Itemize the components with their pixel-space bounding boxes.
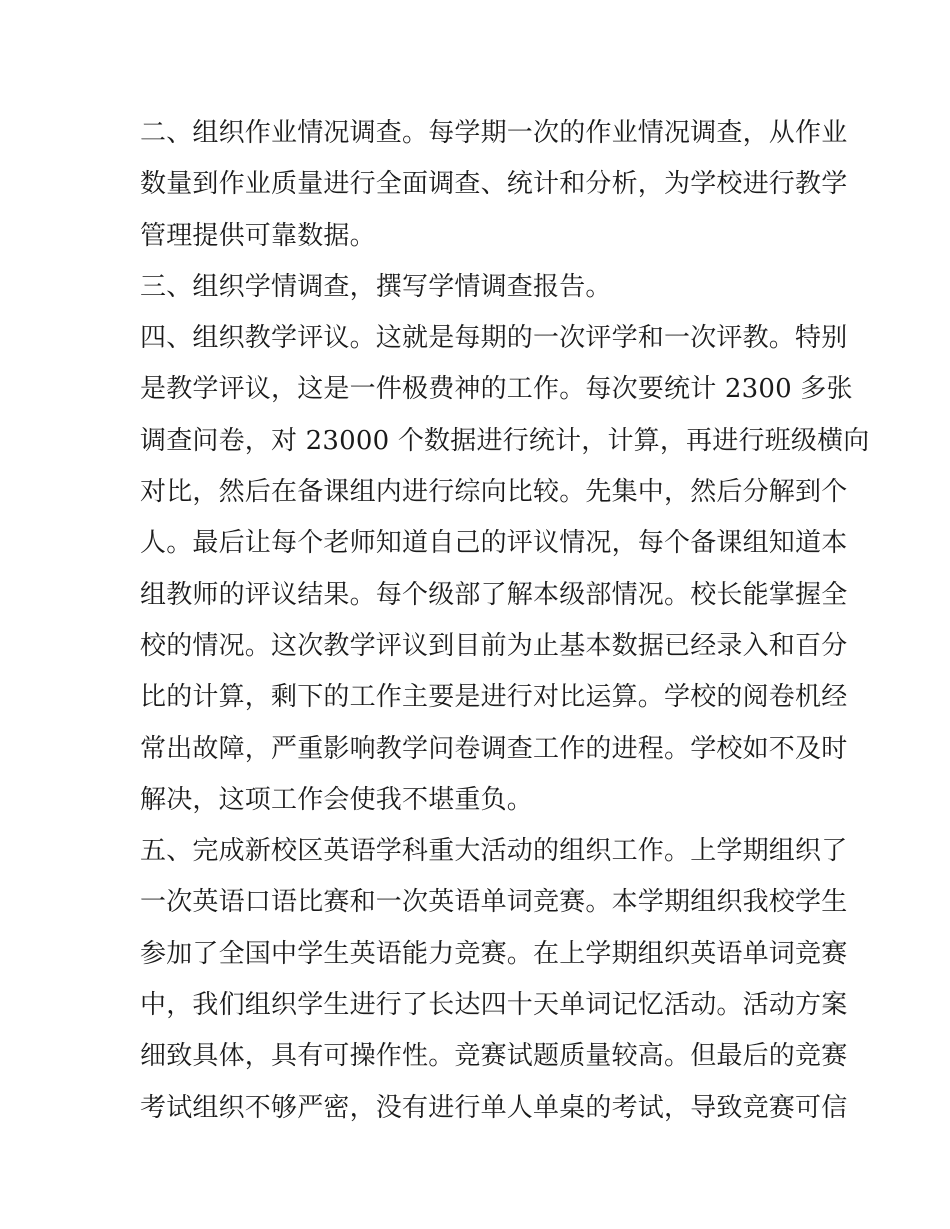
text-line-11: 校的情况。这次教学评议到目前为止基本数据已经录入和百分 — [140, 630, 848, 661]
text-line-17: 参加了全国中学生英语能力竞赛。在上学期组织英语单词竞赛 — [140, 938, 848, 969]
text-line-16: 一次英语口语比赛和一次英语单词竞赛。本学期组织我校学生 — [140, 887, 848, 918]
text-line-3: 管理提供可靠数据。 — [140, 220, 376, 251]
text-line-8: 对比，然后在备课组内进行综向比较。先集中，然后分解到个 — [140, 477, 848, 508]
text-line-20: 考试组织不够严密，没有进行单人单桌的考试，导致竞赛可信 — [140, 1092, 848, 1123]
text-line-7: 调查问卷，对 23000 个数据进行统计，计算，再进行班级横向 — [140, 425, 870, 456]
text-line-13: 常出故障，严重影响教学问卷调查工作的进程。学校如不及时 — [140, 733, 848, 764]
text-line-18: 中，我们组织学生进行了长达四十天单词记忆活动。活动方案 — [140, 990, 848, 1021]
body-text — [140, 108, 870, 1134]
text-line-19: 细致具体，具有可操作性。竞赛试题质量较高。但最后的竞赛 — [140, 1041, 848, 1072]
text-line-12: 比的计算，剩下的工作主要是进行对比运算。学校的阅卷机经 — [140, 682, 848, 713]
text-line-4: 三、组织学情调查，撰写学情调查报告。 — [140, 271, 612, 302]
text-line-5: 四、组织教学评议。这就是每期的一次评学和一次评教。特别 — [140, 323, 848, 354]
text-line-6: 是教学评议，这是一件极费神的工作。每次要统计 2300 多张 — [140, 374, 853, 405]
text-line-1: 二、组织作业情况调查。每学期一次的作业情况调查，从作业 — [140, 118, 848, 148]
text-line-14: 解决，这项工作会使我不堪重负。 — [140, 784, 534, 815]
text-line-15: 五、完成新校区英语学科重大活动的组织工作。上学期组织了 — [140, 836, 848, 867]
text-line-9: 人。最后让每个老师知道自己的评议情况，每个备课组知道本 — [140, 528, 848, 559]
text-line-2: 数量到作业质量进行全面调查、统计和分析，为学校进行教学 — [140, 169, 848, 200]
text-line-10: 组教师的评议结果。每个级部了解本级部情况。校长能掌握全 — [140, 579, 848, 610]
